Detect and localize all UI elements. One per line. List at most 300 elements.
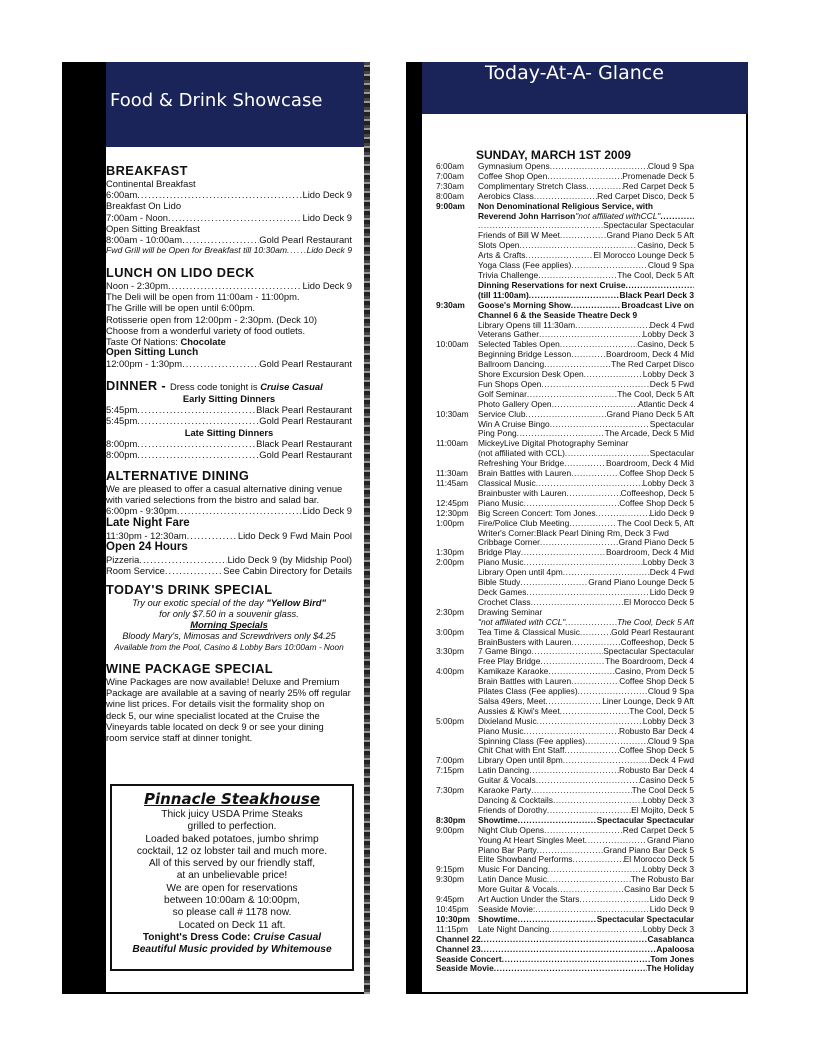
schedule-event <box>478 340 694 350</box>
schedule-item <box>436 231 694 241</box>
schedule-event <box>478 816 694 826</box>
dot-leader <box>549 925 643 935</box>
schedule-location: Lido Deck 9 <box>649 508 694 518</box>
listing-row <box>106 200 352 211</box>
schedule-event <box>478 509 694 519</box>
schedule-location: Red Carpet Deck 5 <box>622 825 694 835</box>
page-edge <box>364 62 370 994</box>
schedule-location: Cloud 9 Spa <box>647 162 694 171</box>
schedule-item <box>436 499 694 509</box>
schedule-event-name: Karaoke Party <box>478 786 532 796</box>
schedule-event-name: Music For Dancing <box>478 865 548 875</box>
schedule-event-name: Night Club Opens <box>478 825 545 835</box>
schedule-time: 10:30am <box>436 408 469 419</box>
schedule-event-name: Guitar & Vocals <box>478 776 536 786</box>
schedule-time: 8:30pm <box>436 814 466 825</box>
schedule-location: The Cool, Deck 5 Aft <box>617 270 694 280</box>
schedule-time: 11:00am <box>436 438 468 449</box>
schedule-location: Spectacular <box>649 419 694 429</box>
schedule-item <box>436 182 694 192</box>
schedule-time: 7:00am <box>436 170 464 181</box>
today-glance-banner <box>422 62 748 114</box>
dot-leader <box>547 875 631 885</box>
wine-text-line: room service staff at dinner tonight. <box>106 732 253 744</box>
schedule-event <box>478 439 694 449</box>
pinnacle-music: Beautiful Music provided by Whitemouse <box>132 944 332 956</box>
schedule-item <box>436 905 694 915</box>
dot-leader <box>552 400 639 410</box>
schedule-event <box>478 687 694 697</box>
schedule-item <box>436 390 694 400</box>
late-night-time: 11:30pm - 12:30am <box>106 529 187 541</box>
listing-row <box>106 438 352 449</box>
schedule-time: 6:00am <box>436 161 464 171</box>
dot-leader <box>560 707 630 717</box>
schedule-item <box>436 766 694 776</box>
open-sitting-time: 12:00pm - 1:30pm <box>106 358 183 370</box>
schedule-location: Coffee Shop Deck 5 <box>619 498 694 508</box>
dinner-dress-value: Cruise Casual <box>260 381 323 392</box>
schedule-time <box>436 311 478 321</box>
dot-leader <box>563 568 650 578</box>
schedule-location: Deck 4 Fwd <box>649 756 694 766</box>
schedule-location: Robusto Bar Deck 4 <box>619 766 694 776</box>
dinner-heading: DINNER - <box>106 378 171 393</box>
schedule-event-name: Piano Music <box>478 558 524 568</box>
schedule-location: Boardroom, Deck 4 Mid <box>606 350 694 360</box>
schedule-location: Grand Piano Deck 5 Aft <box>606 409 694 419</box>
schedule-event-name: Slots Open <box>478 241 520 251</box>
taste-line <box>106 336 352 347</box>
taste-label: Taste Of Nations: <box>106 336 181 348</box>
schedule-event <box>478 875 694 885</box>
schedule-event <box>478 697 694 707</box>
schedule-event <box>478 727 694 737</box>
lunch-location: Lido Deck 9 <box>302 280 352 291</box>
pinnacle-text-line: at an unbelievable price! <box>176 870 288 882</box>
schedule-location: Promenade Deck 5 <box>622 171 694 181</box>
late-night-location: Lido Deck 9 Fwd Main Pool <box>237 529 352 541</box>
schedule-item <box>436 618 694 628</box>
listing-location: Gold Pearl Restaurant <box>259 449 352 461</box>
listing-label: Continental Breakfast <box>106 178 196 189</box>
schedule-event-name: More Guitar & Vocals <box>478 885 558 895</box>
schedule-item <box>436 311 694 321</box>
dot-leader <box>537 717 643 727</box>
room-service-label: Room Service <box>106 565 165 577</box>
dot-leader <box>571 350 606 360</box>
listing-row <box>106 212 352 223</box>
schedule-item <box>436 261 694 271</box>
schedule-time <box>436 737 478 747</box>
schedule-location: The Holiday <box>646 964 694 974</box>
pinnacle-text-line: All of this served by our friendly staff, <box>148 858 316 870</box>
schedule-location: Red Carpet Disco, Deck 5 <box>597 191 694 201</box>
schedule-event <box>478 756 694 766</box>
schedule-event-name: Veterans Gather <box>478 330 539 340</box>
schedule-event <box>478 667 694 677</box>
schedule-event <box>478 281 694 291</box>
schedule-item <box>436 826 694 836</box>
schedule-location: Spectacular Spectacular <box>596 914 694 924</box>
grille-line: The Grille will be open until 6:00pm. <box>106 302 256 314</box>
schedule-event <box>478 677 694 687</box>
schedule-event-name: Elite Showband Performs <box>478 855 573 865</box>
pinnacle-text-line: Loaded baked potatoes, jumbo shrimp <box>145 833 319 845</box>
dot-leader <box>565 618 617 628</box>
schedule-event <box>478 489 694 499</box>
schedule-time: 3:00pm <box>436 626 464 637</box>
lunch-row <box>106 280 352 291</box>
schedule-event-name: Trivia Challenge <box>478 270 539 280</box>
schedule-event <box>478 192 694 202</box>
drink-line-2: for only $7.50 in a souvenir glass. <box>159 608 299 620</box>
schedule-location: Atlantic Deck 4 <box>638 399 694 409</box>
schedule-event-name: Service Club <box>478 409 526 419</box>
schedule-time: 5:00pm <box>436 715 464 726</box>
schedule-event-name: Writer's Corner:Black Pearl Dining Rm, Deck 3 Fwd <box>478 528 669 538</box>
schedule-time: 7:30pm <box>436 785 464 796</box>
schedule-event <box>478 212 694 222</box>
pinnacle-steakhouse-box <box>110 784 354 971</box>
schedule-time <box>436 271 478 281</box>
dot-leader <box>529 766 619 776</box>
schedule-event <box>481 935 694 945</box>
dot-leader <box>573 855 624 865</box>
schedule-location: El Morocco Deck 5 <box>623 855 694 865</box>
schedule-event-name: Late Night Dancing <box>478 924 550 934</box>
schedule-event <box>478 568 694 578</box>
schedule-event <box>478 846 694 856</box>
schedule-location: Casino Bar Deck 5 <box>624 885 694 895</box>
schedule-event-name: Non Denominational Religious Service, with <box>478 201 653 211</box>
schedule-event <box>478 330 694 340</box>
schedule-location: Spectacular Spectacular <box>603 647 694 657</box>
schedule-item <box>436 727 694 737</box>
schedule-time <box>436 390 478 400</box>
dot-leader <box>527 390 617 400</box>
dot-leader <box>517 429 605 439</box>
schedule-event-name: Cribbage Corner <box>478 538 540 548</box>
listing-location: Gold Pearl Restaurant <box>259 234 352 246</box>
dot-leader <box>481 945 657 955</box>
schedule-event <box>478 598 694 608</box>
schedule-item <box>436 628 694 638</box>
schedule-event-name: Showtime <box>478 815 518 825</box>
schedule-event-name: Dixieland Music <box>478 716 537 726</box>
schedule-event <box>478 499 694 509</box>
dot-leader <box>585 737 648 747</box>
schedule-event-name: Dancing & Cocktails <box>478 796 553 805</box>
schedule-location: Spectacular Spectacular <box>596 815 694 825</box>
schedule-location: Deck 4 Fwd <box>649 568 694 578</box>
schedule-item <box>436 816 694 826</box>
schedule-event-name: Golf Seminar <box>478 389 527 399</box>
dot-leader <box>536 776 640 786</box>
listing-row <box>106 223 352 234</box>
schedule-item <box>436 489 694 499</box>
schedule-event-name: Crochet Class <box>478 597 531 607</box>
pizzeria-location: Lido Deck 9 (by Midship Pool) <box>227 553 352 565</box>
schedule-item <box>436 251 694 261</box>
dot-leader <box>534 192 597 202</box>
schedule-event-name: 7 Game Bingo <box>478 647 532 657</box>
schedule-event-name: MickeyLive Digital Photography Seminar <box>478 439 629 449</box>
open-sitting-location: Gold Pearl Restaurant <box>259 358 352 370</box>
dot-leader <box>518 816 597 826</box>
schedule-event <box>478 360 694 370</box>
schedule-event-name: Coffee Shop Open <box>478 171 548 181</box>
schedule-location: El Morocco Lounge Deck 5 <box>593 251 694 261</box>
schedule-event <box>478 746 694 756</box>
dot-leader <box>560 231 607 241</box>
schedule-location: The Cool, Deck 5 Aft <box>617 617 694 627</box>
schedule-time: 10:45pm <box>436 903 469 914</box>
schedule-location: Liner Lounge, Deck 9 Aft <box>602 696 694 706</box>
schedule-location: Lobby Deck 3 <box>642 796 694 805</box>
schedule-item <box>436 945 694 955</box>
schedule-location: Spectacular Spectacular <box>603 221 694 231</box>
listing-location: Black Pearl Restaurant <box>256 404 352 416</box>
dot-leader <box>553 796 643 806</box>
dot-leader <box>550 162 648 172</box>
schedule-item <box>436 865 694 875</box>
schedule-event-name: Yoga Class (Fee applies) <box>478 261 572 271</box>
schedule-event <box>478 558 694 568</box>
schedule-item <box>436 519 694 529</box>
dot-leader <box>584 370 643 380</box>
schedule-time <box>436 727 478 737</box>
schedule-item <box>436 717 694 727</box>
schedule-event <box>478 608 694 618</box>
late-night-heading: Late Night Fare <box>106 516 190 529</box>
schedule-event-name: (not affiliated with CCL) <box>478 449 565 459</box>
schedule-event-name: Deck Games <box>478 587 527 597</box>
schedule-event <box>478 865 694 875</box>
schedule-event <box>478 291 694 301</box>
schedule-event-name: Art Auction Under the Stars <box>478 895 580 905</box>
schedule-time: 7:00pm <box>436 755 464 766</box>
schedule-event-name: Fun Shops Open <box>478 379 542 389</box>
alternative-dining-section <box>106 468 352 576</box>
alternative-row <box>106 505 352 516</box>
schedule-event-name: Brain Battles with Lauren <box>478 677 572 687</box>
schedule-event <box>478 548 694 558</box>
dot-leader <box>557 885 624 895</box>
schedule-location: Lobby Deck 3 <box>642 924 694 934</box>
pizzeria-label: Pizzeria <box>106 553 140 565</box>
schedule-event <box>478 321 694 331</box>
schedule-time <box>436 796 478 806</box>
schedule-time <box>436 221 478 231</box>
schedule-item <box>436 350 694 360</box>
schedule-location: Lobby Deck 3 <box>642 479 694 488</box>
schedule-event-note: "not affiliated withCCL" <box>575 211 661 221</box>
dot-leader <box>536 479 643 489</box>
drink-intro: Try our exotic special of the day <box>132 597 267 608</box>
dinner-section <box>106 378 352 460</box>
schedule-event <box>478 538 694 548</box>
listing-label: Open Sitting Breakfast <box>106 222 200 234</box>
schedule-item <box>436 806 694 816</box>
pinnacle-text <box>112 809 352 932</box>
schedule-event <box>478 855 694 865</box>
drink-name: "Yellow Bird" <box>266 597 326 608</box>
schedule-location: Tom Jones <box>650 954 694 964</box>
schedule-location: Deck 5 Fwd <box>649 379 694 389</box>
schedule-item <box>436 410 694 420</box>
schedule-event <box>478 578 694 588</box>
alternative-time: 6:00pm - 9:30pm <box>106 505 177 517</box>
schedule-item <box>436 321 694 331</box>
schedule-event-name: Dinning Reservations for next Cruise <box>478 280 626 290</box>
schedule-event-name: Drawing Seminar <box>478 607 543 617</box>
schedule-item <box>436 172 694 182</box>
schedule-item <box>436 360 694 370</box>
wine-heading: WINE PACKAGE SPECIAL <box>106 661 274 676</box>
breakfast-heading: BREAKFAST <box>106 163 188 178</box>
schedule-time <box>436 350 478 360</box>
schedule-event-name: Piano Bar Party <box>478 845 537 855</box>
schedule-event <box>481 945 694 955</box>
schedule-location: Lobby Deck 3 <box>642 716 694 726</box>
schedule-event <box>478 786 694 796</box>
schedule-event-name: Bible Study <box>478 578 521 588</box>
schedule-time <box>436 370 478 380</box>
schedule-event <box>478 895 694 905</box>
schedule-location: Cloud 9 Spa <box>647 261 694 271</box>
schedule-location: El Morocco Deck 5 <box>623 597 694 607</box>
alternative-text-1: We are pleased to offer a casual alternative dining venue <box>106 483 343 494</box>
schedule-event <box>478 182 694 192</box>
schedule-item <box>436 677 694 687</box>
schedule-time: 12:30pm <box>436 507 469 518</box>
schedule-event-name: Friends of Dorothy <box>478 805 547 815</box>
schedule-time <box>436 321 478 331</box>
schedule-event <box>478 737 694 747</box>
listing-row <box>106 178 352 189</box>
schedule-event-name: Selected Tables Open <box>478 340 560 350</box>
dot-leader <box>540 657 605 667</box>
schedule-event <box>478 529 694 539</box>
schedule-event <box>478 519 694 529</box>
schedule-location: Boardroom, Deck 4 Mid <box>606 459 694 469</box>
schedule-time: 9:30am <box>436 299 465 310</box>
pinnacle-dress-label: Tonight's Dress Code: <box>142 931 254 943</box>
schedule-event <box>478 638 694 648</box>
dot-leader <box>586 182 622 192</box>
rotisserie-line: Rotisserie open from 12:00pm - 2:30pm. (Deck 10) <box>106 313 318 325</box>
dot-leader <box>626 281 694 291</box>
dot-leader <box>585 836 647 846</box>
schedule-item <box>436 776 694 786</box>
pinnacle-title: Pinnacle Steakhouse <box>143 790 321 808</box>
schedule-item <box>436 915 694 925</box>
schedule-event <box>478 806 694 816</box>
schedule-item <box>436 529 694 539</box>
schedule-event <box>478 459 694 469</box>
schedule-item <box>436 429 694 439</box>
dot-leader <box>544 826 623 836</box>
dot-leader <box>532 647 604 657</box>
dot-leader <box>564 746 619 756</box>
schedule-time <box>436 251 478 261</box>
schedule-event-name: Arts & Crafts <box>478 251 526 261</box>
schedule-time <box>436 380 478 390</box>
schedule-event-name: Ballroom Dancing <box>478 360 545 370</box>
room-service-location: See Cabin Directory for Details <box>223 565 352 577</box>
dot-leader <box>137 189 302 200</box>
schedule-item <box>436 479 694 489</box>
wine-text <box>106 676 352 743</box>
alternative-text-2: with varied selections from the bistro and salad bar. <box>106 494 320 506</box>
schedule-event-name: Brain Battles with Lauren <box>478 469 572 479</box>
dot-leader <box>524 499 620 509</box>
dot-leader <box>137 404 256 415</box>
schedule-event-name: Brainbuster with Lauren <box>478 488 567 498</box>
dinner-heading-line <box>106 378 352 393</box>
schedule-time: 12:45pm <box>436 497 469 508</box>
dot-leader <box>565 449 650 459</box>
schedule-list <box>436 162 694 974</box>
schedule-event-name: (till 11:00am) <box>478 290 529 300</box>
schedule-event <box>478 885 694 895</box>
schedule-event <box>478 400 694 410</box>
listing-location: Black Pearl Restaurant <box>256 437 352 449</box>
schedule-time: Channel 23 <box>436 943 481 954</box>
dinner-dress-label: Dress code tonight is <box>170 381 261 392</box>
schedule-item <box>436 291 694 301</box>
drink-heading: TODAY'S DRINK SPECIAL <box>106 582 273 597</box>
schedule-event-name: Fire/Police Club Meeting <box>478 518 570 528</box>
dot-leader <box>137 438 256 449</box>
breakfast-rows <box>106 178 352 245</box>
schedule-location: Grand Piano Bar Deck 5 <box>603 845 694 855</box>
listing-label: 5:45pm <box>106 415 138 427</box>
schedule-location: Casablanca <box>647 934 694 944</box>
food-drink-title: Food & Drink Showcase <box>110 90 323 111</box>
schedule-time: 7:15pm <box>436 765 464 776</box>
dot-leader <box>572 638 621 648</box>
dot-leader <box>560 340 637 350</box>
schedule-location: Gold Pearl Restaurant <box>611 627 694 637</box>
schedule-time: 10:30pm <box>436 913 470 924</box>
schedule-location: Cloud 9 Spa <box>647 687 694 697</box>
dot-leader <box>481 935 648 945</box>
schedule-time: 2:30pm <box>436 606 464 617</box>
schedule-item <box>436 687 694 697</box>
listing-row <box>106 404 352 415</box>
schedule-time: 9:15pm <box>436 864 464 875</box>
schedule-event-name: Win A Cruise Bingo <box>478 419 550 429</box>
schedule-event-name: Library Open until 4pm <box>478 568 563 578</box>
dot-leader <box>531 786 632 796</box>
schedule-event-name: Tea Time & Classical Music <box>478 627 580 637</box>
schedule-event-name: Reverend John Harrison <box>478 211 576 221</box>
drink-special-section <box>106 582 352 653</box>
dot-leader <box>580 628 611 638</box>
schedule-item <box>436 836 694 846</box>
schedule-item <box>436 647 694 657</box>
schedule-event <box>478 390 694 400</box>
schedule-item <box>436 568 694 578</box>
grill-note <box>106 245 352 256</box>
schedule-location: The Cool Deck 5, Aft <box>617 518 694 528</box>
schedule-item <box>436 756 694 766</box>
schedule-item <box>436 895 694 905</box>
drink-line-1 <box>106 597 352 608</box>
schedule-item <box>436 221 694 231</box>
